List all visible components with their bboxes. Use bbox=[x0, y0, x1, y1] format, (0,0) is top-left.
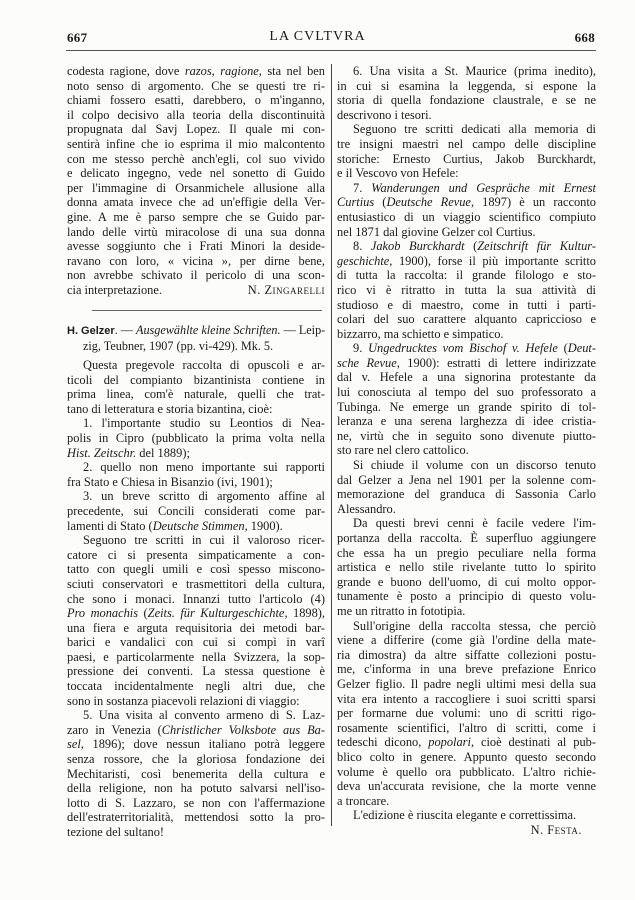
text-line: sciuti conservatori e trasmettitori della cultura, bbox=[67, 576, 325, 591]
text-line: tunamente è posto a principio di questo volu- bbox=[337, 589, 596, 604]
review-sep: . — bbox=[114, 323, 137, 337]
review-heading-line-1 bbox=[67, 323, 325, 339]
text-line: Alessandro. bbox=[337, 501, 396, 516]
text-line: polis in Cipro (pubblicato la prima volta nella bbox=[67, 430, 325, 445]
column-divider bbox=[331, 64, 332, 826]
text-line bbox=[67, 737, 325, 752]
text-line: sto rare nel clero cattolico. bbox=[337, 443, 469, 458]
italic-title: Hist. Zeitschr. bbox=[67, 445, 137, 460]
text-line: ria dimostra) da altre siffatte collezioni postu- bbox=[337, 647, 596, 662]
text-line: artistica e nello stile rivelante tutto lo spirito bbox=[337, 560, 596, 575]
text-line bbox=[337, 735, 596, 750]
review-heading bbox=[67, 323, 325, 354]
text-line: 6. Una visita a St. Maurice (prima inedito), bbox=[353, 64, 596, 78]
text-line: Gelzer figlio. Il padre negli ultimi mesi della sua bbox=[337, 676, 596, 691]
text-line: storia di quella fondazione claustrale, e se ne bbox=[337, 93, 596, 108]
text-line: dell'estraterritorialità, mettendosi sotto la pro- bbox=[67, 810, 325, 825]
text-line: leranza e una serena larghezza di idee cristia- bbox=[337, 414, 596, 429]
text-line: storiche: Ernesto Curtius, Jakob Burckhardt, bbox=[337, 151, 596, 166]
text-segment: codesta ragione, dove bbox=[67, 64, 185, 78]
review-book-title: Ausgewählte kleine Schriften. bbox=[136, 323, 281, 337]
review-separator-rule bbox=[92, 310, 322, 311]
text-line: catore ci si presenta simpaticamente a con- bbox=[67, 547, 325, 562]
italic-title: Zeitschrift für Kultur- bbox=[477, 239, 597, 254]
text-line bbox=[67, 446, 325, 461]
text-line: a troncare. bbox=[337, 793, 390, 808]
text-line: per l'immagine di Orsanmichele allusione alla bbox=[67, 180, 325, 195]
text-line: L'edizione è riuscita elegante e correttissima. bbox=[353, 808, 577, 823]
text-line bbox=[337, 239, 596, 254]
text-line: toccata incidentalmente negli altri due, che bbox=[67, 679, 325, 694]
text-line: rosamente scientifici, l'altro di scritti, come i bbox=[337, 720, 596, 735]
text-line: blico colto in genere. Appunto questo secondo bbox=[337, 749, 596, 764]
text-line bbox=[337, 341, 596, 356]
text-line: grande e buono dell'uomo, di cui molto oppor- bbox=[337, 574, 596, 589]
text-line: descrivono i tesori. bbox=[337, 107, 432, 122]
author-signature: N. Zingarelli bbox=[247, 282, 325, 297]
text-segment: ( bbox=[138, 606, 148, 621]
text-line: paesi, e particolarmente nella Svizzera, la sop- bbox=[67, 649, 325, 664]
italic-title: Curtius bbox=[337, 195, 375, 210]
paragraph bbox=[67, 358, 325, 416]
text-line: me un ritratto in fototipia. bbox=[337, 603, 466, 618]
italic-title: geschichte bbox=[337, 253, 390, 268]
header-rule bbox=[66, 50, 596, 51]
text-segment: tedeschi dicono, bbox=[337, 735, 429, 750]
italic-title: Deutsche Revue bbox=[386, 195, 471, 210]
italic-title: Deutsche Stimmen bbox=[152, 518, 245, 533]
paragraph bbox=[67, 64, 325, 298]
text-segment: , 1900), forse il più importante scritto bbox=[389, 253, 596, 268]
text-line: lui conosciuta al tempo del suo professorato a bbox=[337, 385, 596, 400]
text-line: dal v. Hefele a una signorina protestante da bbox=[337, 370, 596, 385]
text-line: colari del suo carattere alquanto capriccioso e bbox=[337, 312, 596, 327]
paragraph bbox=[67, 533, 325, 708]
text-line: vita era intento a raccogliere i suoi scritti sparsi bbox=[337, 691, 596, 706]
paragraph bbox=[337, 619, 596, 809]
text-line: 5. Una visita al convento armeno di S. Laz- bbox=[83, 708, 325, 723]
text-line: me, c'informa in una breve prefazione Enrico bbox=[337, 662, 596, 677]
text-line: barici e vandalici con cui si compì in varî bbox=[67, 635, 325, 650]
text-line: con me stesso perchè anch'egli, col suo vivido bbox=[67, 151, 325, 166]
text-line: viene a differire (come già l'ordine della mate- bbox=[337, 633, 596, 648]
text-line: pressione dei conventi. La stessa questione è bbox=[67, 664, 325, 679]
text-line: di tutta la raccolta: il grande filologo e sto- bbox=[337, 268, 596, 283]
text-line: il colpo decisivo alla teoria della discontinuità bbox=[67, 107, 325, 122]
italic-title: Pro monachis bbox=[67, 606, 139, 621]
text-line: 2. quello non meno importante sui rapporti bbox=[83, 460, 325, 475]
paragraph bbox=[67, 460, 325, 489]
italic-title: sche Revue bbox=[337, 355, 397, 370]
paragraph bbox=[337, 516, 596, 618]
text-line: in cui si esamina la leggenda, si espone la bbox=[337, 78, 596, 93]
text-line bbox=[337, 356, 596, 371]
text-line: memorazione del granduca di Sassonia Carlo bbox=[337, 487, 596, 502]
text-line: donna amata invece che ad un'effigie della Ver- bbox=[67, 195, 325, 210]
text-line: tezione del sultano! bbox=[67, 825, 165, 839]
text-line: 3. un breve scritto di argomento affine al bbox=[83, 489, 325, 504]
paragraph bbox=[67, 416, 325, 460]
text-line: Sull'origine della raccolta stessa, che perciò bbox=[353, 618, 596, 633]
italic-title: Zeits. für Kulturgeschichte bbox=[147, 606, 285, 621]
text-line: tre insigni maestri nel campo delle discipline bbox=[337, 136, 596, 151]
text-line: studioso e di maestro, come in tutti i parti- bbox=[337, 297, 596, 312]
review-heading-line-2: zig, Teubner, 1907 (pp. vi-429). Mk. 5. bbox=[83, 339, 274, 353]
paragraph bbox=[337, 181, 596, 239]
paragraph bbox=[337, 239, 596, 341]
text-segment: ( bbox=[464, 239, 478, 254]
text-segment: 7. bbox=[353, 180, 372, 195]
text-line: portanza della raccolta. È superfluo aggiungere bbox=[337, 531, 596, 545]
text-segment: , 1900). bbox=[244, 518, 283, 533]
page-number-right: 668 bbox=[574, 30, 595, 45]
text-line: lando delle virtù miracolose di una sua donna bbox=[67, 224, 325, 239]
text-line: ravano con loro, « vicina », per dirne bene, bbox=[67, 253, 325, 268]
text-line: volume è quello ora pubblicato. L'altro richie- bbox=[337, 764, 596, 779]
text-segment: , 1898), bbox=[284, 606, 325, 621]
text-segment: zaro in Venezia ( bbox=[67, 722, 162, 737]
text-line: senza rossore, che la gloriosa fondazione dei bbox=[67, 752, 325, 767]
text-segment: 8. bbox=[353, 239, 371, 254]
text-line bbox=[67, 723, 325, 738]
text-line: propugnata dal Savj Lopez. Il quale mi con- bbox=[67, 122, 325, 137]
paragraph bbox=[337, 808, 596, 823]
text-line: ne, virtù che in seguito sono divenute piutto- bbox=[337, 428, 596, 443]
text-line: gine. A me è parso sempre che se Guido par- bbox=[67, 209, 325, 224]
text-line bbox=[67, 64, 325, 79]
text-line: entusiastico di un viaggio scientifico compiuto bbox=[337, 209, 596, 224]
text-line: rico vi è ritratto in tutta la sua attività di bbox=[337, 282, 596, 297]
text-segment: sta nel ben bbox=[261, 64, 325, 78]
italic-title: Ungedrucktes vom Bischof v. Hefele bbox=[368, 341, 558, 356]
italic-title: Christlicher Volksbote aus Ba- bbox=[161, 722, 325, 737]
text-line: Tubinga. Ne emerge un grande spirito di tol- bbox=[337, 399, 596, 414]
text-line: cia interpretazione. N. Zingarelli bbox=[67, 282, 325, 297]
italic-title: popolari, bbox=[428, 735, 475, 750]
paragraph bbox=[337, 341, 596, 458]
text-line bbox=[337, 254, 596, 269]
running-title: LA CVLTVRA bbox=[269, 29, 366, 44]
text-line bbox=[67, 606, 325, 621]
text-line: sono in sostanza piacevoli relazioni di viaggio: bbox=[67, 693, 300, 708]
text-line: una fiera e arguta requisitoria dei metodi bar- bbox=[67, 620, 325, 635]
text-line: ticoli del compianto bizantinista contiene in bbox=[67, 372, 325, 387]
text-line: dal Gelzer a Jena nel 1901 per la solenne com- bbox=[337, 472, 596, 487]
text-line: per formarne due volumi: uno di scritti rigo- bbox=[337, 706, 596, 721]
text-line: e il Vescovo von Hefele: bbox=[337, 166, 459, 181]
text-segment: , 1900): estratti di lettere indirizzate bbox=[396, 355, 596, 370]
review-author: H. Gelzer bbox=[67, 325, 115, 337]
paragraph bbox=[67, 489, 325, 533]
text-line bbox=[337, 195, 596, 210]
text-line: che essa ha un pregio peculiare nella forma bbox=[337, 545, 596, 560]
text-segment: , 1896); dove nessun italiano potrà leggere bbox=[80, 737, 325, 752]
text-line: Si chiude il volume con un discorso tenuto bbox=[353, 458, 596, 473]
italic-title: sel bbox=[67, 737, 81, 752]
text-segment: ( bbox=[374, 195, 387, 210]
italic-title: Wanderungen und Gespräche mit Ernest bbox=[371, 180, 597, 195]
left-column-top bbox=[67, 64, 325, 298]
text-line: Questa pregevole raccolta di opuscoli e ar- bbox=[83, 358, 325, 372]
left-column-bottom bbox=[67, 358, 325, 840]
text-line: avesse soggiunto che i Frati Minori la deside- bbox=[67, 239, 325, 254]
text-line: e delicato ingegno, vede nel sonetto di Guido bbox=[67, 166, 325, 181]
text-line: noto senso di argomento. Che se questi tre ri- bbox=[67, 78, 325, 93]
text-line: che sono i monaci. Innanzi tutto l'articolo (4) bbox=[67, 591, 325, 606]
text-line: tatto con quegli umili e così spesso miscono- bbox=[67, 562, 325, 577]
right-column bbox=[337, 64, 596, 837]
text-line: prima linea, com'è naturale, quelli che trat- bbox=[67, 387, 325, 402]
text-line: bizzarro, ma schietto e simpatico. bbox=[337, 326, 504, 341]
text-line: tano di letteratura e storia bizantina, cioè: bbox=[67, 401, 273, 416]
page-number-left: 667 bbox=[67, 30, 88, 45]
text-line: precedente, sui Concili considerati come par- bbox=[67, 503, 325, 518]
italic-title: razos, ragione, bbox=[184, 64, 262, 78]
text-line: Mechitaristi, così benemerita della cultura e bbox=[67, 766, 325, 781]
text-segment: ( bbox=[557, 341, 568, 356]
italic-title: Deut- bbox=[567, 341, 596, 356]
text-segment: del 1889); bbox=[136, 445, 190, 460]
text-line: della religione, non ha potuto salvarsi nell'iso- bbox=[67, 781, 325, 796]
text-line: lotto di S. Lazzaro, se non con l'affermazione bbox=[67, 795, 325, 810]
text-line: nel 1871 dal giovine Gelzer col Curtius. bbox=[337, 224, 536, 239]
text-line bbox=[67, 519, 325, 534]
text-line: non avrebbe schivato il pericolo di una scon- bbox=[67, 268, 325, 283]
italic-title: Jakob Burckhardt bbox=[370, 239, 465, 254]
text-line bbox=[337, 181, 596, 196]
text-line: Seguono tre scritti dedicati alla memoria di bbox=[353, 122, 596, 137]
text-line: 1. l'importante studio su Leontios di Nea- bbox=[83, 416, 325, 431]
text-line: sentirà infine che io esprima il mio malcontento bbox=[67, 136, 325, 151]
paragraph bbox=[337, 122, 596, 180]
paragraph bbox=[67, 708, 325, 839]
text-segment: lamenti di Stato ( bbox=[67, 518, 153, 533]
text-segment: 9. bbox=[353, 341, 369, 356]
paragraph bbox=[337, 64, 596, 122]
text-line: chiami fossero esatti, darebbero, o m'inganno, bbox=[67, 93, 325, 108]
author-signature: N. Festa. bbox=[530, 822, 582, 837]
text-line: fra Stato e Chiesa in Bisanzio (ivi, 1901); bbox=[67, 474, 273, 489]
text-segment: , 1897) è un racconto bbox=[470, 195, 596, 210]
paragraph bbox=[337, 458, 596, 516]
review-publisher-start: — Leip- bbox=[280, 323, 326, 337]
text-line: Da questi brevi cenni è facile vedere l'im- bbox=[353, 516, 596, 531]
text-line: deva un'accurata revisione, che la morte venne bbox=[337, 779, 596, 794]
text-line: Seguono tre scritti in cui il valoroso ricer- bbox=[83, 533, 325, 548]
text-segment: cioè destinati al pub- bbox=[474, 735, 596, 750]
